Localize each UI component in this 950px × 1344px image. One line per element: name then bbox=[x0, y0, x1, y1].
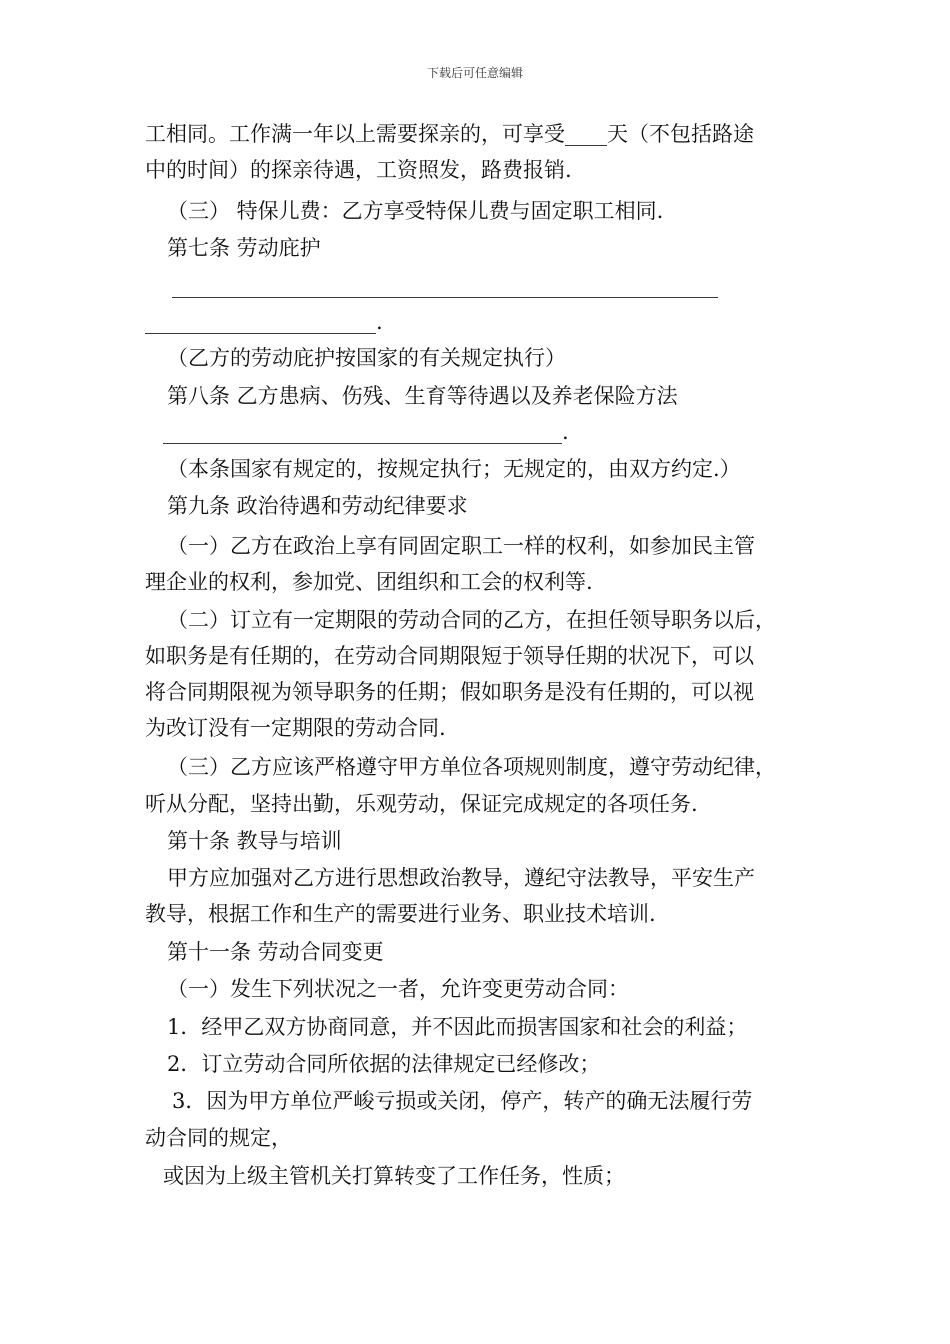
text-line: 听从分配，坚持出勤，乐观劳动，保证完成规定的各项任务. bbox=[145, 792, 698, 816]
blank-line: ______________________. bbox=[145, 310, 383, 334]
text-line: （乙方的劳动庇护按国家的有关规定执行） bbox=[167, 346, 566, 370]
text-line: 如职务是有任期的，在劳动合同期限短于领导任期的状况下，可以 bbox=[145, 644, 754, 668]
text-line: 工相同。工作满一年以上需要探亲的，可享受____天（不包括路途 bbox=[145, 122, 754, 146]
text-line: （一）发生下列状况之一者，允许变更劳动合同： bbox=[167, 977, 629, 1001]
text-line: （本条国家有规定的，按规定执行；无规定的，由双方约定.） bbox=[167, 457, 741, 481]
text-line: 或因为上级主管机关打算转变了工作任务，性质； bbox=[163, 1164, 625, 1188]
text-line: 中的时间）的探亲待遇，工资照发，路费报销. bbox=[145, 158, 572, 182]
text-line: （三） 特保儿费：乙方享受特保儿费与固定职工相同. bbox=[167, 199, 664, 223]
text-line: 第九条 政治待遇和劳动纪律要求 bbox=[167, 494, 468, 518]
text-line: 第七条 劳动庇护 bbox=[167, 236, 321, 260]
text-line: 教导，根据工作和生产的需要进行业务、职业技术培训. bbox=[145, 902, 656, 926]
text-line: 理企业的权利，参加党、团组织和工会的权利等. bbox=[145, 570, 593, 594]
blank-line: ______________________________________. bbox=[163, 420, 569, 444]
text-line: （一）乙方在政治上享有同固定职工一样的权利，如参加民主管 bbox=[167, 534, 755, 558]
text-line: 2．订立劳动合同所依据的法律规定已经修改； bbox=[167, 1052, 601, 1076]
text-line: 第十一条 劳动合同变更 bbox=[167, 940, 384, 964]
page-header: 下载后可任意编辑 bbox=[426, 66, 523, 80]
text-line: （二）订立有一定期限的劳动合同的乙方，在担任领导职务以后， bbox=[167, 608, 776, 632]
text-line: 将合同期限视为领导职务的任期；假如职务是没有任期的，可以视 bbox=[145, 680, 754, 704]
blank-line: ____________________________________________________ bbox=[172, 274, 718, 298]
text-line: 第十条 教导与培训 bbox=[167, 829, 342, 853]
text-line: 3．因为甲方单位严峻亏损或关闭，停产，转产的确无法履行劳 bbox=[172, 1089, 753, 1113]
text-line: （三）乙方应该严格遵守甲方单位各项规则制度，遵守劳动纪律， bbox=[167, 755, 776, 779]
text-line: 第八条 乙方患病、伤残、生育等待遇以及养老保险方法 bbox=[167, 384, 678, 408]
text-line: 为改订没有一定期限的劳动合同. bbox=[145, 716, 446, 740]
text-line: 1．经甲乙双方协商同意，并不因此而损害国家和社会的利益； bbox=[167, 1015, 748, 1039]
text-line: 动合同的规定， bbox=[145, 1126, 292, 1150]
text-line: 甲方应加强对乙方进行思想政治教导，遵纪守法教导，平安生产 bbox=[167, 866, 755, 890]
